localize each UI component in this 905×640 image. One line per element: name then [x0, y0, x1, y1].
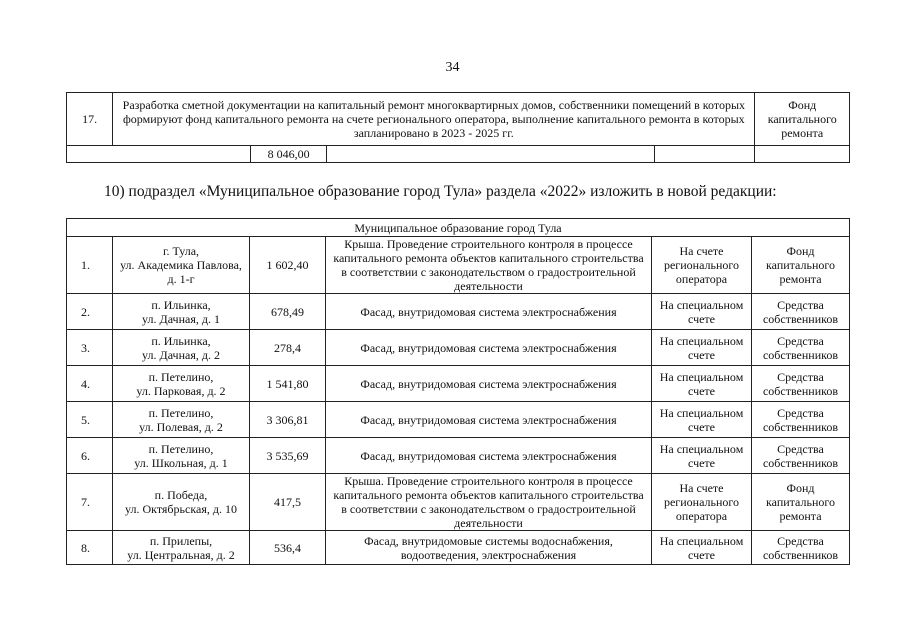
table-row: [67, 438, 850, 474]
row-cost: 678,49: [250, 294, 326, 330]
row-number: 4.: [67, 366, 113, 402]
row-fund: Средства собственников: [752, 330, 850, 366]
top-table-row: [67, 93, 850, 146]
empty-cell: [67, 146, 251, 163]
row-account: На специальном счете: [652, 438, 752, 474]
row-fund: Средства собственников: [752, 402, 850, 438]
top-table: [66, 92, 850, 163]
row-work: Фасад, внутридомовая система электроснабжения: [326, 438, 652, 474]
row-account: На специальном счете: [652, 294, 752, 330]
row-work: Фасад, внутридомовая система электроснабжения: [326, 330, 652, 366]
intro-text: 10) подраздел «Муниципальное образование город Тула» раздела «2022» изложить в новой редакции:: [104, 183, 777, 200]
row-cost: 278,4: [250, 330, 326, 366]
page-number: 34: [445, 60, 460, 75]
empty-cell: [327, 146, 655, 163]
row-fund: Средства собственников: [752, 531, 850, 565]
row-number: 17.: [67, 93, 113, 146]
top-table-total-row: [67, 146, 850, 163]
row-work: Фасад, внутридомовые системы водоснабжения, водоотведения, электроснабжения: [326, 531, 652, 565]
row-account: На счете регионального оператора: [652, 237, 752, 294]
row-number: 6.: [67, 438, 113, 474]
row-cost: 1 541,80: [250, 366, 326, 402]
row-source: Фонд капитального ремонта: [755, 93, 850, 146]
row-work: Фасад, внутридомовая система электроснабжения: [326, 402, 652, 438]
table-row: [67, 474, 850, 531]
table-row: [67, 402, 850, 438]
table-row: [67, 531, 850, 565]
row-cost: 1 602,40: [250, 237, 326, 294]
row-address: г. Тула, ул. Академика Павлова, д. 1-г: [113, 237, 250, 294]
table-row: [67, 366, 850, 402]
row-fund: Средства собственников: [752, 438, 850, 474]
table-header-row: [67, 219, 850, 237]
empty-cell: [755, 146, 850, 163]
table-row: [67, 237, 850, 294]
row-work: Крыша. Проведение строительного контроля в процессе капитального ремонта объектов капитального строительства в соответствии с законодательством о градостроительной деятельности: [326, 474, 652, 531]
row-fund: Фонд капитального ремонта: [752, 237, 850, 294]
row-number: 8.: [67, 531, 113, 565]
row-account: На специальном счете: [652, 402, 752, 438]
row-work: Фасад, внутридомовая система электроснабжения: [326, 294, 652, 330]
row-address: п. Петелино, ул. Полевая, д. 2: [113, 402, 250, 438]
table-row: [67, 294, 850, 330]
row-address: п. Петелино, ул. Школьная, д. 1: [113, 438, 250, 474]
row-description: Разработка сметной документации на капитальный ремонт многоквартирных домов, собственники помещений в которых формируют фонд капитального ремонта на счете регионального оператора, выполнение капитального ремонта в которых запланировано в 2023 - 2025 гг.: [113, 93, 755, 146]
row-fund: Средства собственников: [752, 294, 850, 330]
empty-cell: [654, 146, 755, 163]
row-address: п. Петелино, ул. Парковая, д. 2: [113, 366, 250, 402]
row-account: На специальном счете: [652, 531, 752, 565]
row-number: 5.: [67, 402, 113, 438]
row-fund: Фонд капитального ремонта: [752, 474, 850, 531]
row-number: 3.: [67, 330, 113, 366]
row-address: п. Победа, ул. Октябрьская, д. 10: [113, 474, 250, 531]
row-cost: 3 535,69: [250, 438, 326, 474]
row-work: Крыша. Проведение строительного контроля в процессе капитального ремонта объектов капитального строительства в соответствии с законодательством о градостроительной деятельности: [326, 237, 652, 294]
table-row: [67, 330, 850, 366]
table-header: Муниципальное образование город Тула: [67, 219, 850, 237]
row-cost: 3 306,81: [250, 402, 326, 438]
row-work: Фасад, внутридомовая система электроснабжения: [326, 366, 652, 402]
row-number: 2.: [67, 294, 113, 330]
row-address: п. Ильинка, ул. Дачная, д. 2: [113, 330, 250, 366]
total-cost: 8 046,00: [250, 146, 326, 163]
row-address: п. Ильинка, ул. Дачная, д. 1: [113, 294, 250, 330]
row-number: 1.: [67, 237, 113, 294]
row-account: На счете регионального оператора: [652, 474, 752, 531]
row-cost: 417,5: [250, 474, 326, 531]
row-address: п. Прилепы, ул. Центральная, д. 2: [113, 531, 250, 565]
row-account: На специальном счете: [652, 366, 752, 402]
row-cost: 536,4: [250, 531, 326, 565]
main-table: [66, 218, 850, 565]
row-number: 7.: [67, 474, 113, 531]
row-fund: Средства собственников: [752, 366, 850, 402]
row-account: На специальном счете: [652, 330, 752, 366]
